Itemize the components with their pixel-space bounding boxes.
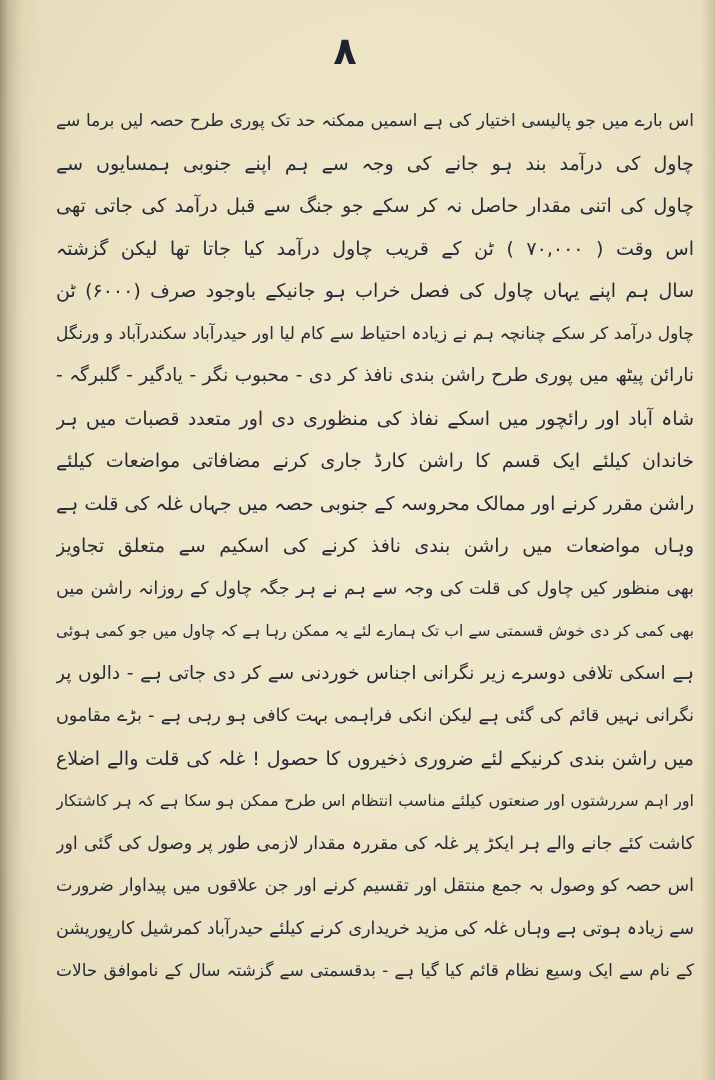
text-line: اور اہم سررشتوں اور صنعتوں کیلئے مناسب انتظام اس طرح ممکن ہو سکا ہے کہ ہر کاشتکار bbox=[56, 791, 694, 810]
body-text bbox=[56, 100, 694, 993]
text-line: ہے اسکی تلافی دوسرے زیر نگرانی اجناس خوردنی سے کر دی جاتی ہے - دالوں پر bbox=[56, 662, 694, 684]
text-line: وہاں مواضعات میں راشن بندی نافذ کرنے کی اسکیم سے متعلق تجاویز bbox=[56, 535, 694, 557]
text-line: اس بارے میں جو پالیسی اختیار کی ہے اسمیں ممکنہ حد تک پوری طرح حصہ لیں برما سے bbox=[56, 111, 694, 131]
text-line: بھی منظور کیں چاول کی قلت کی وجہ سے ہم نے ہر جگہ چاول کے روزانہ راشن میں bbox=[56, 578, 694, 599]
text-line: چاول درآمد کر سکے چنانچہ ہم نے زیادہ احتیاط سے کام لیا اور حیدرآباد سکندرآباد و ورنگل bbox=[56, 323, 694, 344]
text-line: اس حصہ کو وصول بہ جمع منتقل اور تقسیم کرنے اور جن علاقوں میں پیداوار ضرورت bbox=[56, 876, 694, 896]
text-line: چاول کی درآمد بند ہو جانے کی وجہ سے ہم اپنے جنوبی ہمسایوں سے bbox=[56, 152, 694, 175]
text-line: بھی کمی کر دی خوش قسمتی سے اب تک ہمارے لئے یہ ممکن رہا ہے کہ چاول میں جو کمی ہوئی bbox=[56, 622, 694, 640]
text-line: نگرانی نہیں قائم کی گئی ہے لیکن انکی فراہمی بہت کافی ہو رہی ہے - بڑے مقاموں bbox=[56, 706, 694, 726]
text-line: خاندان کیلئے ایک قسم کا راشن کارڈ جاری کرنے مضافاتی مواضعات کیلئے bbox=[56, 450, 694, 472]
text-line: نارائن پیٹھ میں پوری طرح راشن بندی نافذ کر دی - محبوب نگر - یادگیر - گلبرگہ - bbox=[56, 365, 694, 386]
text-line: میں راشن بندی کرنیکے لئے ضروری ذخیروں کا حصول ! غلہ کی قلت والے اضلاع bbox=[56, 747, 694, 770]
text-line: اس وقت ( ۷۰,۰۰۰ ) ٹن کے قریب چاول درآمد کیا جاتا تھا لیکن گزشتہ bbox=[56, 237, 694, 260]
text-line: چاول کی اتنی مقدار حاصل نہ کر سکے جو جنگ سے قبل درآمد کی جاتی تھی bbox=[56, 195, 694, 217]
text-line: سال ہم اپنے یہاں چاول کی فصل خراب ہو جانیکے باوجود صرف (۶۰۰۰) ٹن bbox=[56, 280, 694, 302]
text-line: شاہ آباد اور رائچور میں اسکے نفاذ کی منظوری دی اور متعدد قصبات میں ہر bbox=[56, 407, 694, 430]
text-line: کاشت کئے جانے والے ہر ایکڑ پر غلہ کی مقررہ مقدار لازمی طور پر وصول کی گئی اور bbox=[56, 833, 694, 854]
text-line: سے زیادہ ہوتی ہے وہاں غلہ کی مزید خریداری کرنے کیلئے حیدرآباد کمرشیل کارپوریشن bbox=[56, 918, 694, 939]
page-number: ۸ bbox=[333, 29, 357, 73]
text-line: راشن مقرر کرنے اور ممالک محروسہ کے جنوبی حصہ میں جہاں غلہ کی قلت ہے bbox=[56, 492, 694, 515]
text-line: کے نام سے ایک وسیع نظام قائم کیا گیا ہے - بدقسمتی سے گزشتہ سال کے ناموافق حالات bbox=[56, 961, 694, 981]
